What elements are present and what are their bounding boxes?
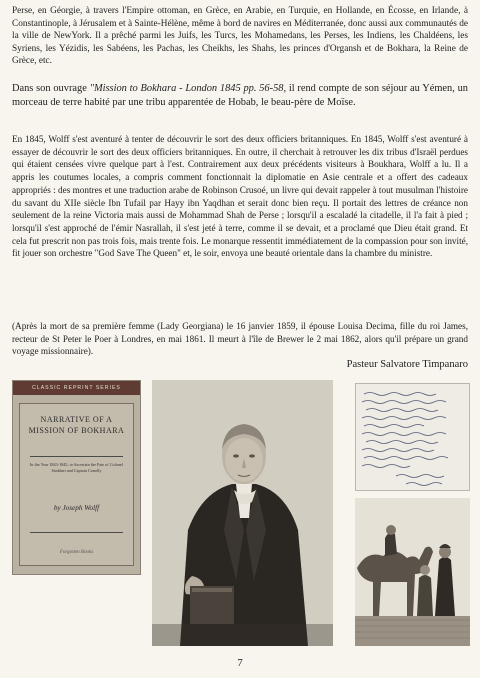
page-number: 7	[237, 657, 243, 669]
book-rule-bottom	[30, 532, 123, 533]
p2-text-after: il rend compte de son séjour au Yémen, un morceau de terre habité par une tribu apparentée de Hobab, le beau-père de Moïse.	[12, 83, 468, 108]
book-subtitle: In the Year 1843-1845, to Ascertain the Fate of Colonel Stoddart and Captain Conolly	[30, 462, 123, 473]
letter-handwriting	[356, 384, 470, 491]
p2-book-reference: "Mission to Bokhara - London 1845 pp. 56-58,	[89, 83, 287, 94]
book-publisher: Forgotten Books	[59, 550, 94, 555]
p2-text-before: Dans son ouvrage	[12, 83, 90, 94]
book-rule-top	[30, 456, 123, 457]
book-title-line2: MISSION OF BOKHARA	[28, 426, 125, 435]
portrait-image	[152, 380, 333, 646]
paragraph-later-life: (Après la mort de sa première femme (Lady Georgiana) le 16 janvier 1859, il épouse Louisa Decima, fille du roi James, recteur de St Peter le Poer à Londres, en mai 1861. Il meurt à l'île de Brewer le 2 mai 1862, alors qu'il prépare un grand voyage missionnaire).	[12, 321, 468, 357]
book-title	[20, 414, 133, 436]
portrait-illustration	[152, 380, 333, 646]
paragraph-travels: Perse, en Géorgie, à travers l'Empire ottoman, en Grèce, en Arabie, en Turquie, en Hollande, en Écosse, en Irlande, à Constantinople, à Jérusalem et à Sainte-Hélène, même à bord de navires en Méditerranée, donc aussi aux communautés de la ville de NewYork. Il a prêché parmi les Juifs, les Turcs, les Mohamedans, les Perses, les Indiens, les Chaldéens, les Syriens, les Yézidis, les Sabéens, les Pachas, les Cheikhs, les Shahs, les princes d'Organsh et de Bokhara, la Reine de Grèce, etc.	[12, 6, 468, 67]
book-cover-frame	[19, 403, 134, 566]
paragraph-mission-to-bokhara	[12, 82, 468, 110]
caravan-illustration	[355, 498, 470, 646]
book-series-band: CLASSIC REPRINT SERIES	[13, 381, 140, 395]
book-author: by Joseph Wolff	[53, 504, 100, 512]
book-cover-image	[12, 380, 141, 575]
caravan-engraving-image	[355, 498, 470, 646]
author-signature: Pasteur Salvatore Timpanaro	[346, 359, 468, 370]
handwritten-letter-image	[355, 383, 470, 491]
book-title-line1: NARRATIVE OF A	[40, 415, 113, 424]
paragraph-wolff-1845: En 1845, Wolff s'est aventuré à tenter de découvrir le sort des deux officiers britanniques. En 1845, Wolff s'est aventuré à essayer de découvrir le sort des deux officiers britanniques. En outre, il cherchait à retrouver les dix tribus d'Israël perdues qui étaient censées vivre quelque part à l'est. Contrairement aux deux précédents visiteurs à Boukhara, Wolff a lu. Il a appris les coutumes locales, a compris comment fonctionnait la diplomatie en Asie centrale et a offert des cadeaux appropriés : des montres et une traduction arabe de Robinson Crusoé, un livre qui devait rappeler à tout musulman l'histoire du savant du XIIe siècle Ibn Tufail par Hayy ibn Yaqdhan et serait donc bien reçu. Il portait des lettres de créance non seulement de la reine Victoria mais aussi de Mohammad Shah de Perse ; lorsqu'il a escaladé la citadelle, il l'a fait à pied ; lorsqu'il s'est approché de l'émir Nasrallah, il s'est jeté à terre, comme il se devait, et a proclamé que Dieu était grand. Et cela fut prescrit non pas trois fois, mais trente fois. Le monarque ressentit immédiatement de la compassion pour son invité, fit jouer son orchestre "God Save The Queen" et, le soir, envoya une beauté orientale dans la chambre du ministre.	[12, 134, 468, 259]
